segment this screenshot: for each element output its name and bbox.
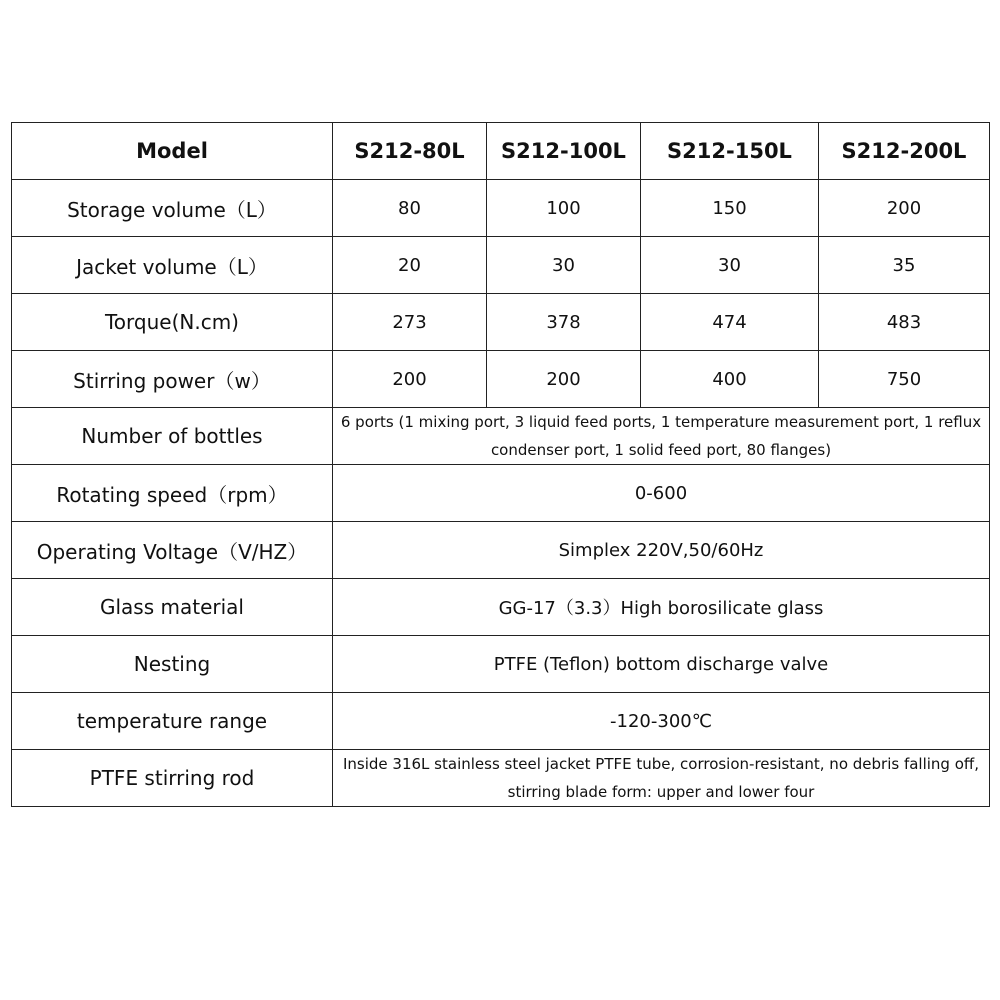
- spec-table: [11, 122, 990, 807]
- shared-value: PTFE (Teflon) bottom discharge valve: [333, 636, 990, 693]
- table-row: [12, 180, 990, 237]
- table-row: [12, 636, 990, 693]
- row-label: Torque(N.cm): [12, 294, 333, 351]
- header-row: [12, 123, 990, 180]
- cell-value: 378: [487, 294, 641, 351]
- table-row: [12, 750, 990, 807]
- row-label: temperature range: [12, 693, 333, 750]
- header-label: Model: [12, 123, 333, 180]
- table-row: [12, 351, 990, 408]
- cell-value: 100: [487, 180, 641, 237]
- table-row: [12, 465, 990, 522]
- table-row: [12, 693, 990, 750]
- cell-value: 150: [641, 180, 819, 237]
- row-label: Glass material: [12, 579, 333, 636]
- model-header: S212-80L: [333, 123, 487, 180]
- model-header: S212-150L: [641, 123, 819, 180]
- table-row: [12, 522, 990, 579]
- model-header: S212-200L: [819, 123, 990, 180]
- row-label: Operating Voltage（V/HZ）: [12, 522, 333, 579]
- row-label: Number of bottles: [12, 408, 333, 465]
- shared-value: Simplex 220V,50/60Hz: [333, 522, 990, 579]
- row-label: Stirring power（w）: [12, 351, 333, 408]
- cell-value: 483: [819, 294, 990, 351]
- cell-value: 30: [487, 237, 641, 294]
- table-row: [12, 408, 990, 465]
- cell-value: 273: [333, 294, 487, 351]
- row-label: Storage volume（L）: [12, 180, 333, 237]
- cell-value: 200: [333, 351, 487, 408]
- shared-value: -120-300℃: [333, 693, 990, 750]
- row-label: Rotating speed（rpm）: [12, 465, 333, 522]
- model-header: S212-100L: [487, 123, 641, 180]
- shared-value: 6 ports (1 mixing port, 3 liquid feed ports, 1 temperature measurement port, 1 reflux condenser port, 1 solid feed port, 80 flanges): [333, 408, 990, 465]
- cell-value: 20: [333, 237, 487, 294]
- cell-value: 400: [641, 351, 819, 408]
- shared-value: GG-17（3.3）High borosilicate glass: [333, 579, 990, 636]
- cell-value: 750: [819, 351, 990, 408]
- table-row: [12, 579, 990, 636]
- table-row: [12, 294, 990, 351]
- row-label: Nesting: [12, 636, 333, 693]
- shared-value: Inside 316L stainless steel jacket PTFE tube, corrosion-resistant, no debris falling off, stirring blade form: upper and lower four: [333, 750, 990, 807]
- cell-value: 200: [487, 351, 641, 408]
- shared-value: 0-600: [333, 465, 990, 522]
- cell-value: 474: [641, 294, 819, 351]
- row-label: Jacket volume（L）: [12, 237, 333, 294]
- cell-value: 200: [819, 180, 990, 237]
- cell-value: 80: [333, 180, 487, 237]
- table-row: [12, 237, 990, 294]
- cell-value: 35: [819, 237, 990, 294]
- row-label: PTFE stirring rod: [12, 750, 333, 807]
- cell-value: 30: [641, 237, 819, 294]
